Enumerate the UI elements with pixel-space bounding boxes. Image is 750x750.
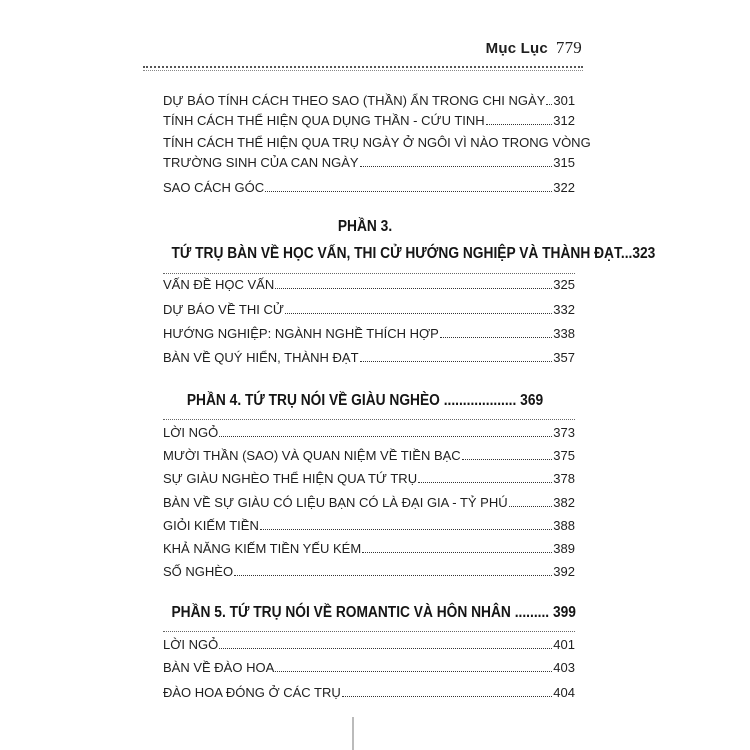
part3-heading-line1: PHẦN 3. (337, 218, 393, 235)
toc-entry-page: 389 (553, 541, 575, 556)
leader-dots: ................... (443, 392, 517, 409)
page-number: 779 (555, 38, 582, 57)
leader-dots: ......... (514, 604, 550, 621)
toc-entry-page: 312 (553, 113, 575, 128)
part3-heading-page: 323 (632, 245, 656, 262)
toc-entry-page: 375 (553, 448, 575, 463)
toc-entry-title: ĐÀO HOA ĐÓNG Ở CÁC TRỤ (163, 685, 341, 700)
part4-heading-title: PHẦN 4. TỨ TRỤ NÓI VỀ GIÀU NGHÈO (186, 392, 440, 409)
toc-entry (163, 112, 575, 130)
section-rule (163, 273, 575, 274)
toc-entry-page: 301 (553, 93, 576, 108)
leader-dots: ... (620, 245, 633, 262)
part5-heading-page: 399 (552, 604, 576, 621)
leader-dots (440, 337, 552, 338)
toc-entry-title: LỜI NGỎ (163, 637, 219, 652)
binding-shadow (352, 717, 354, 750)
toc-entry-page: 332 (553, 302, 575, 317)
leader-dots (362, 552, 552, 553)
toc-entry-title: SỐ NGHÈO (163, 564, 234, 579)
toc-entry-title: DỰ BÁO VỀ THI CỬ (163, 302, 284, 317)
toc-entry (163, 92, 575, 110)
header-rule (143, 66, 583, 68)
toc-entry-title: TÍNH CÁCH THỂ HIỆN QUA TRỤ NGÀY Ở NGÔI VÌ NÀO TRONG VÒNG (163, 135, 591, 150)
toc-entry-page: 382 (553, 495, 575, 510)
leader-dots (265, 191, 552, 192)
toc-entry-page: 325 (553, 277, 575, 292)
toc-entry-title: TÍNH CÁCH THỂ HIỆN QUA DỤNG THẦN - CỨU TINH (163, 113, 485, 128)
toc-entry (163, 301, 575, 319)
toc-entry-page: 315 (553, 155, 575, 170)
toc-entry-title-cont: TRƯỜNG SINH CỦA CAN NGÀY (163, 155, 359, 170)
running-header (486, 38, 582, 58)
toc-entry-page: 404 (553, 685, 575, 700)
leader-dots (509, 506, 553, 507)
leader-dots (260, 529, 552, 530)
leader-dots (462, 459, 553, 460)
toc-entry (163, 134, 591, 172)
toc-entry-title: KHẢ NĂNG KIẾM TIỀN YẾU KÉM (163, 541, 362, 556)
part3-heading (171, 245, 656, 263)
leader-dots (285, 313, 552, 314)
toc-entry (163, 636, 575, 654)
leader-dots (418, 482, 552, 483)
section-rule (163, 419, 575, 420)
toc-entry-title: VẤN ĐỀ HỌC VẤN (163, 277, 275, 292)
part3-heading-title: TỨ TRỤ BÀN VỀ HỌC VẤN, THI CỬ HƯỚNG NGHIỆP VÀ THÀNH ĐẠT (171, 245, 621, 262)
leader-dots (275, 671, 552, 672)
leader-dots (342, 696, 553, 697)
leader-dots (360, 166, 553, 167)
toc-entry-page: 388 (553, 518, 575, 533)
toc-entry (163, 276, 575, 294)
toc-entry-title: SAO CÁCH GÓC (163, 180, 265, 195)
toc-entry-page: 357 (553, 350, 575, 365)
toc-entry (163, 659, 575, 677)
toc-entry-title: DỰ BÁO TÍNH CÁCH THEO SAO (THẦN) ẨN TRONG CHI NGÀY (163, 93, 546, 108)
leader-dots (275, 288, 552, 289)
toc-entry-page: 373 (553, 425, 575, 440)
toc-entry-page: 401 (553, 637, 575, 652)
leader-dots (219, 436, 552, 437)
toc-entry-page: 403 (553, 660, 575, 675)
part5-heading (171, 604, 576, 622)
toc-entry-page: 338 (553, 326, 575, 341)
toc-entry (163, 494, 575, 512)
toc-entry (163, 349, 575, 367)
toc-entry-title: BÀN VỀ QUÝ HIỂN, THÀNH ĐẠT (163, 350, 359, 365)
header-rule-secondary (143, 70, 583, 71)
leader-dots (219, 648, 552, 649)
toc-entry-title: BÀN VỀ SỰ GIÀU CÓ LIỆU BẠN CÓ LÀ ĐẠI GIA - TỶ PHÚ (163, 495, 508, 510)
toc-entry-title: SỰ GIÀU NGHÈO THỂ HIỆN QUA TỨ TRỤ (163, 471, 418, 486)
part4-heading (172, 392, 559, 410)
toc-entry (163, 517, 575, 535)
leader-dots (546, 104, 552, 105)
toc-entry-page: 392 (553, 564, 575, 579)
toc-entry-title: HƯỚNG NGHIỆP: NGÀNH NGHỀ THÍCH HỢP (163, 326, 439, 341)
toc-entry-title: MƯỜI THẦN (SAO) VÀ QUAN NIỆM VỀ TIỀN BẠC (163, 448, 461, 463)
toc-entry-title: LỜI NGỎ (163, 425, 219, 440)
part5-heading-title: PHẦN 5. TỨ TRỤ NÓI VỀ ROMANTIC VÀ HÔN NHÂN (171, 604, 511, 621)
part4-heading-page: 369 (520, 392, 544, 409)
toc-entry-page: 322 (553, 180, 575, 195)
header-title: Mục Lục (485, 40, 548, 57)
toc-entry (163, 179, 575, 197)
toc-entry-page: 378 (553, 471, 575, 486)
toc-entry-title: GIỎI KIẾM TIỀN (163, 518, 259, 533)
toc-entry (163, 470, 575, 488)
leader-dots (360, 361, 553, 362)
toc-entry (163, 424, 575, 442)
toc-entry (163, 325, 575, 343)
leader-dots (234, 575, 552, 576)
section-rule (163, 631, 575, 632)
toc-entry (163, 684, 575, 702)
toc-entry-title: BÀN VỀ ĐÀO HOA (163, 660, 275, 675)
toc-entry (163, 563, 575, 581)
leader-dots (486, 124, 553, 125)
toc-entry (163, 540, 575, 558)
toc-entry (163, 447, 575, 465)
